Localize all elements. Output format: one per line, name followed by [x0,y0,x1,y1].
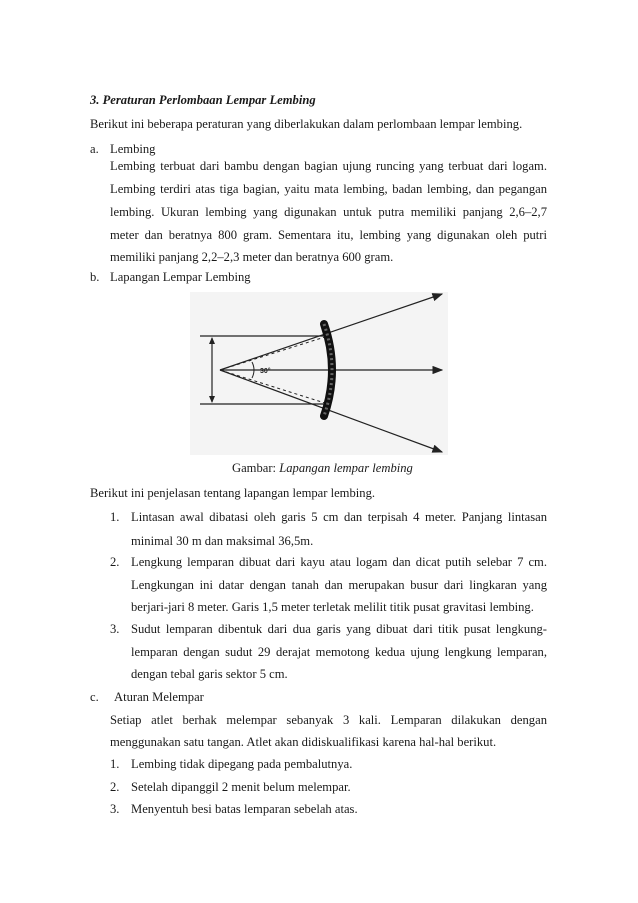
section-c-title: Aturan Melempar [114,690,204,704]
section-a-line-5: memiliki panjang 2,2–2,3 meter dan beratnya 600 gram. [110,250,394,264]
section-a-line-4: meter dan beratnya 800 gram. Sementara itu, lembing yang digunakan oleh putri [110,228,547,242]
section-b-title: Lapangan Lempar Lembing [110,270,251,284]
section-c-item-3-num: 3. [110,802,120,816]
list-b-2-line-2: Lengkungan ini datar dengan tanah dan merupakan busur dari lingkaran yang [131,578,547,592]
list-b-2-line-1: Lengkung lemparan dibuat dari kayu atau logam dan dicat putih selebar 7 cm. [131,555,547,569]
dimension-arrow-bottom [209,396,215,403]
section-a-line-1: Lembing terbuat dari bambu dengan bagian ujung runcing yang terbuat dari logam. [110,159,547,173]
figure-caption [232,462,413,475]
section-c-item-1-num: 1. [110,757,120,771]
list-b-3-line-2: lemparan dengan sudut 29 derajat memotong kedua ujung lengkung lemparan, [131,645,547,659]
section-a-line-2: Lembing terdiri atas tiga bagian, yaitu mata lembing, badan lembing, dan pegangan [110,182,547,196]
intro-paragraph: Berikut ini beberapa peraturan yang diberlakukan dalam perlombaan lempar lembing. [90,117,523,131]
section-c-item-2-text: Setelah dipanggil 2 menit belum melempar. [131,780,351,794]
section-a-title: Lembing [110,142,156,156]
dimension-arrow-top [209,337,215,344]
list-b-1-line-1: Lintasan awal dibatasi oleh garis 5 cm dan terpisah 4 meter. Panjang lintasan [131,510,547,524]
list-b-3-line-1: Sudut lemparan dibentuk dari dua garis yang dibuat dari titik pusat lengkung- [131,622,547,636]
figure-caption-title: Lapangan lempar lembing [279,461,413,475]
section-a-marker: a. [90,142,99,156]
list-b-1-line-2: minimal 30 m dan maksimal 36,5m. [131,534,314,548]
list-b-3-line-3: dengan tebal garis sektor 5 cm. [131,667,288,681]
section-c-item-2-num: 2. [110,780,120,794]
list-b-2-line-3: berjari-jari 8 meter. Garis 1,5 meter terletak melilit titik pusat gravitasi lembing. [131,600,534,614]
figure-caption-prefix: Gambar: [232,461,280,475]
javelin-field-diagram [190,292,448,455]
section-a-line-3: lembing. Ukuran lembing yang digunakan untuk putra memiliki panjang 2,6–2,7 [110,205,547,219]
section-b-marker: b. [90,270,100,284]
section-c-item-3-text: Menyentuh besi batas lemparan sebelah atas. [131,802,358,816]
section-heading: 3. Peraturan Perlombaan Lempar Lembing [90,93,316,107]
list-b-2-num: 2. [110,555,120,569]
section-c-item-1-text: Lembing tidak dipegang pada pembalutnya. [131,757,353,771]
section-c-marker: c. [90,690,99,704]
javelin-field-figure [190,292,448,455]
section-c-line-2: menggunakan satu tangan. Atlet akan didiskualifikasi karena hal-hal berikut. [110,735,497,749]
list-b-3-num: 3. [110,622,120,636]
list-b-1-num: 1. [110,510,120,524]
section-c-line-1: Setiap atlet berhak melempar sebanyak 3 kali. Lemparan dilakukan dengan [110,713,547,727]
explanation-intro: Berikut ini penjelasan tentang lapangan lempar lembing. [90,486,376,500]
dashed-line-lower [220,370,328,404]
angle-label: 30° [260,368,271,375]
